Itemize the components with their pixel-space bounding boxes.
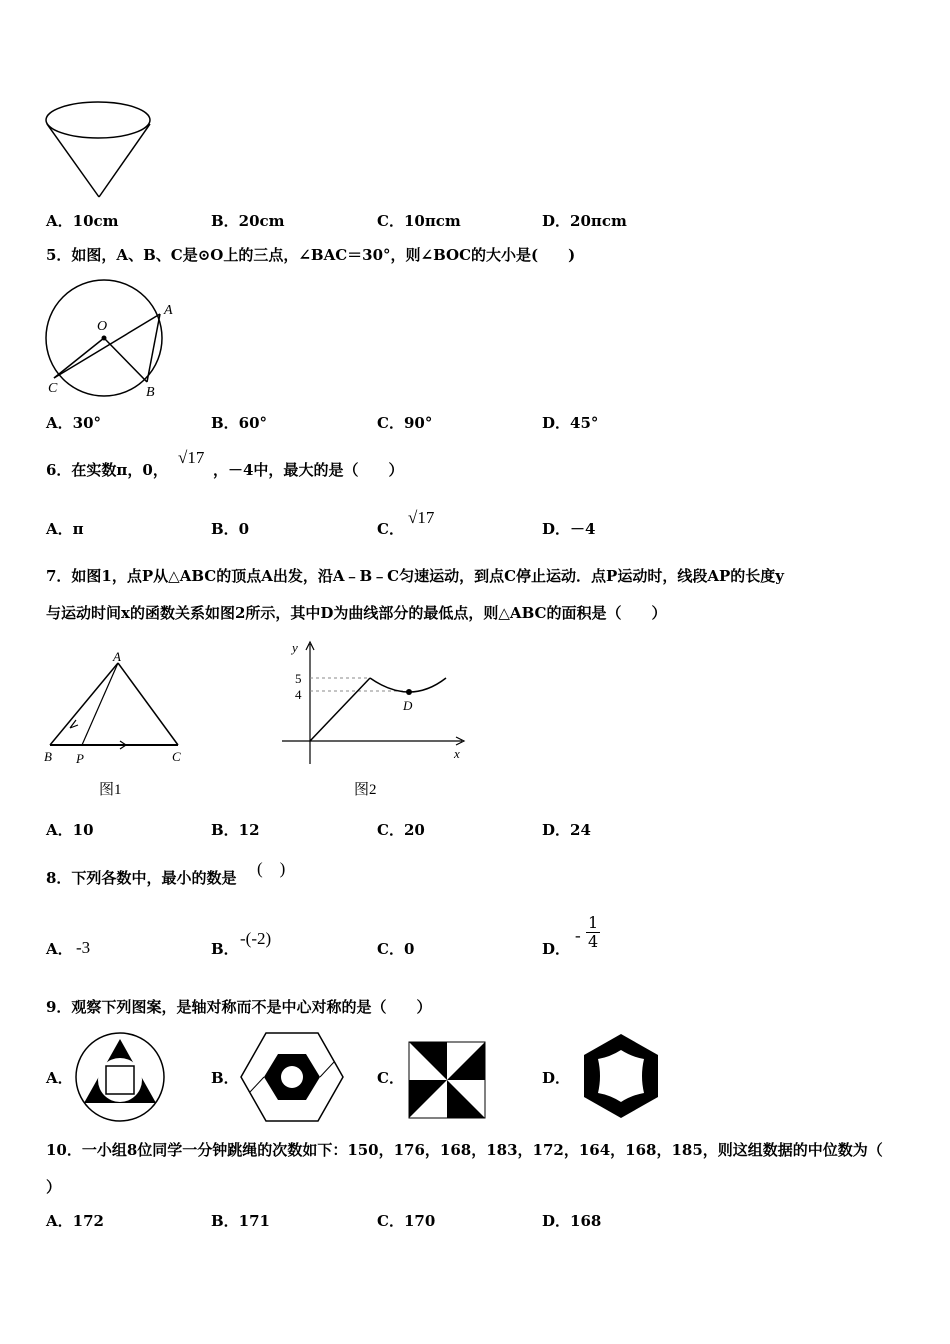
q8-paren: ( ) xyxy=(257,859,286,878)
q7-option-c[interactable]: C．20 xyxy=(377,821,425,839)
fraction-numerator: 1 xyxy=(588,913,599,932)
q6-sqrt17: √17 xyxy=(178,448,205,467)
fig1-label-p: P xyxy=(76,751,84,766)
q10-option-d[interactable]: D．168 xyxy=(542,1212,602,1230)
q7-line1: 7．如图1，点P从△ABC的顶点A出发，沿A﹣B﹣C匀速运动，到点C停止运动．点P运动时，线段AP的长度y xyxy=(46,567,784,585)
q4-option-c[interactable]: C．10πcm xyxy=(377,212,461,230)
fig1-label-c: C xyxy=(172,749,181,764)
q8-option-b[interactable]: B． xyxy=(211,940,239,958)
q6-option-a[interactable]: A．π xyxy=(46,520,84,538)
label-a: A xyxy=(164,303,173,318)
q6-question-b: ，－4中，最大的是（ ） xyxy=(213,461,404,479)
pattern-a-triangle-circle[interactable] xyxy=(72,1030,168,1124)
q8-option-a[interactable]: A． xyxy=(46,940,73,958)
q9-option-a[interactable]: A． xyxy=(46,1069,73,1087)
q8-option-d[interactable]: D． xyxy=(542,940,571,958)
q5-option-d[interactable]: D．45° xyxy=(542,414,599,432)
q10-line2: ） xyxy=(46,1178,62,1196)
q7-option-b[interactable]: B．12 xyxy=(211,821,260,839)
fraction-denominator: 4 xyxy=(588,932,599,951)
q4-option-a[interactable]: A．10cm xyxy=(46,212,119,230)
q7-line2: 与运动时间x的函数关系如图2所示，其中D为曲线部分的最低点，则△ABC的面积是（ ） xyxy=(46,604,667,622)
fig2-label-d: D xyxy=(403,698,413,713)
fig2-tick-4: 4 xyxy=(295,687,302,702)
q8-option-d-sign: - xyxy=(575,926,581,945)
q5-option-b[interactable]: B．60° xyxy=(211,414,268,432)
q7-option-d[interactable]: D．24 xyxy=(542,821,591,839)
cone-figure xyxy=(44,98,156,202)
fig1-caption: 图1 xyxy=(99,782,122,798)
fig1-label-a: A xyxy=(113,649,121,664)
fig2-caption: 图2 xyxy=(354,782,377,798)
q6-option-c[interactable]: C． xyxy=(377,520,404,538)
fig1-label-b: B xyxy=(44,749,52,764)
q10-option-b[interactable]: B．171 xyxy=(211,1212,270,1230)
triangle-figure xyxy=(40,645,190,770)
q8-option-b-value: -(-2) xyxy=(240,929,272,948)
q6-question-a: 6．在实数π，0， xyxy=(46,461,168,479)
pattern-b-hexagon[interactable] xyxy=(238,1030,346,1124)
label-o: O xyxy=(97,319,108,334)
q5-option-c[interactable]: C．90° xyxy=(377,414,433,432)
label-c: C xyxy=(48,381,58,396)
q5-question: 5．如图，A、B、C是⊙O上的三点，∠BAC＝30°，则∠BOC的大小是( ) xyxy=(46,246,576,264)
q10-line1: 10．一小组8位同学一分钟跳绳的次数如下：150，176，168，183，172，164，168，185，则这组数据的中位数为（ xyxy=(46,1141,883,1159)
pattern-d-star[interactable] xyxy=(574,1030,668,1122)
q6-option-c-sqrt17: √17 xyxy=(408,508,435,527)
q5-option-a[interactable]: A．30° xyxy=(46,414,102,432)
q4-option-d[interactable]: D．20πcm xyxy=(542,212,627,230)
fig2-label-y: y xyxy=(292,640,298,655)
q7-option-a[interactable]: A．10 xyxy=(46,821,94,839)
q9-option-d[interactable]: D． xyxy=(542,1069,571,1087)
fig2-label-x: x xyxy=(454,746,460,761)
q10-option-c[interactable]: C．170 xyxy=(377,1212,436,1230)
fig2-tick-5: 5 xyxy=(295,671,302,686)
q8-option-a-value: -3 xyxy=(76,938,91,957)
q8-option-c[interactable]: C．0 xyxy=(377,940,415,958)
q6-option-d[interactable]: D．－4 xyxy=(542,520,596,538)
graph-figure xyxy=(278,636,468,766)
label-b: B xyxy=(146,385,155,400)
circle-figure xyxy=(42,278,177,400)
q9-option-c[interactable]: C． xyxy=(377,1069,404,1087)
q8-option-d-fraction xyxy=(586,914,600,951)
q8-question: 8．下列各数中，最小的数是 xyxy=(46,869,237,887)
q4-option-b[interactable]: B．20cm xyxy=(211,212,285,230)
q9-option-b[interactable]: B． xyxy=(211,1069,239,1087)
q10-option-a[interactable]: A．172 xyxy=(46,1212,104,1230)
q9-question: 9．观察下列图案，是轴对称而不是中心对称的是（ ） xyxy=(46,998,432,1016)
pattern-c-pinwheel[interactable] xyxy=(407,1040,487,1120)
q6-option-b[interactable]: B．0 xyxy=(211,520,250,538)
